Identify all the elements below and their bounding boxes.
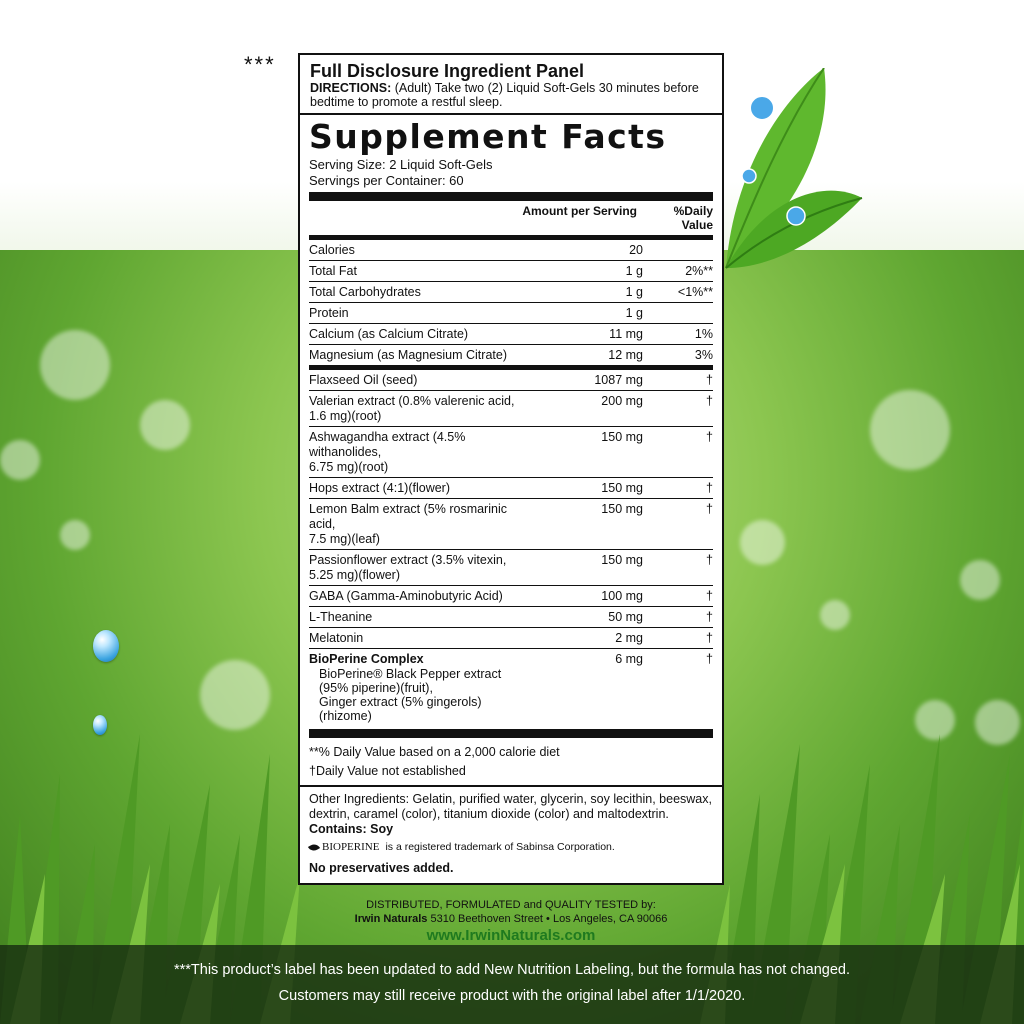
ingredient-amount: 200 mg — [601, 394, 643, 408]
supplement-facts — [300, 117, 722, 738]
table-row — [309, 606, 713, 627]
facts-title: Supplement Facts — [309, 117, 667, 156]
ingredient-list — [309, 370, 713, 729]
servings-per-container: Servings per Container: 60 — [309, 173, 464, 188]
ingredient-dv: † — [706, 610, 713, 624]
column-headers — [309, 201, 713, 235]
ingredient-name: Flaxseed Oil (seed) — [309, 373, 418, 387]
nutrient-name: Total Carbohydrates — [309, 285, 421, 299]
bokeh-light — [870, 390, 950, 470]
table-row — [309, 477, 713, 498]
bokeh-light — [140, 400, 190, 450]
nutrient-amount: 1 g — [625, 264, 643, 278]
table-row — [309, 323, 713, 344]
ingredient-panel — [298, 53, 724, 944]
ingredient-amount: 150 mg — [601, 481, 643, 495]
ingredient-name: Hops extract (4:1)(flower) — [309, 481, 451, 495]
ingredient-amount: 1087 mg — [594, 373, 643, 387]
footer-line2: Customers may still receive product with the original label after 1/1/2020. — [278, 988, 746, 1004]
ingredient-amount: 150 mg — [601, 553, 643, 567]
directions-label: DIRECTIONS: — [310, 81, 392, 95]
bokeh-light — [820, 600, 850, 630]
serving-size: Serving Size: 2 Liquid Soft-Gels — [309, 157, 493, 172]
nutrient-dv — [653, 243, 713, 258]
ingredient-amount: 150 mg — [601, 502, 643, 516]
asterisk-marker: *** — [244, 52, 276, 77]
nutrient-dv: 2%** — [685, 264, 713, 278]
table-row — [309, 648, 713, 729]
table-row — [309, 302, 713, 323]
ingredient-name: GABA (Gamma-Aminobutyric Acid) — [309, 589, 503, 603]
nutrient-list — [309, 240, 713, 365]
table-row — [309, 281, 713, 302]
ingredient-dv: † — [706, 553, 713, 567]
footnote-daily-value: **% Daily Value based on a 2,000 calorie diet — [309, 745, 560, 759]
nutrient-name: Magnesium (as Magnesium Citrate) — [309, 348, 507, 362]
ingredient-amount: 100 mg — [601, 589, 643, 603]
table-row — [309, 426, 713, 477]
address-text: 5310 Beethoven Street • Los Angeles, CA 90066 — [427, 913, 668, 925]
contains-text: Contains: Soy — [309, 822, 394, 836]
nutrient-dv — [653, 306, 713, 321]
col-amount-header: Amount per Serving — [522, 204, 637, 218]
ingredient-name-line2: 7.5 mg)(leaf) — [309, 532, 380, 546]
ingredient-name-line1: Ashwagandha extract (4.5% withanolides, — [309, 430, 466, 459]
nutrient-amount: 1 g — [625, 285, 643, 299]
nutrient-name: Total Fat — [309, 264, 357, 278]
table-row — [309, 240, 713, 260]
ingredient-name-line2: 6.75 mg)(root) — [309, 460, 389, 474]
distributor-address — [309, 912, 713, 926]
ingredient-name: Valerian extract (0.8% valerenic acid, 1.6 mg)(root) — [309, 394, 515, 423]
table-row — [309, 344, 713, 365]
distributor-info — [309, 898, 713, 926]
table-row — [309, 549, 713, 585]
table-row — [309, 627, 713, 648]
table-row — [309, 370, 713, 390]
bioperine-logo-text: BIOPERINE — [322, 841, 380, 853]
ingredient-dv: † — [706, 430, 713, 444]
trademark-text: is a registered trademark of Sabinsa Corporation. — [385, 841, 615, 853]
ingredient-dv: † — [706, 373, 713, 387]
directions — [310, 81, 712, 109]
table-row — [309, 585, 713, 606]
other-ingredients: Other Ingredients: Gelatin, purified water, glycerin, soy lecithin, beeswax, dextrin, caramel (color), titanium dioxide (color) and maltodextrin. — [309, 792, 712, 821]
bokeh-light — [40, 330, 110, 400]
contains-allergen — [309, 822, 713, 837]
brand-name: Irwin Naturals — [354, 913, 428, 925]
bioperine-complex-name: BioPerine Complex — [309, 652, 424, 666]
panel-header — [300, 55, 722, 115]
ingredient-amount: 150 mg — [601, 430, 643, 444]
divider-thick — [309, 192, 713, 201]
ingredient-dv: † — [706, 394, 713, 408]
footer-notice — [0, 945, 1024, 1024]
website-url: www.IrwinNaturals.com — [426, 927, 596, 944]
nutrient-amount: 11 mg — [609, 327, 643, 341]
distributor-line: DISTRIBUTED, FORMULATED and QUALITY TESTED by: — [366, 899, 656, 911]
footnote-not-established: †Daily Value not established — [309, 764, 466, 778]
ingredient-dv: † — [706, 631, 713, 645]
nutrient-dv: 1% — [694, 327, 713, 341]
directions-text: (Adult) Take two (2) Liquid Soft-Gels 30 minutes before bedtime to promote a restful sleep. — [310, 81, 699, 109]
nutrient-name: Calories — [309, 243, 355, 257]
leaves-decoration — [724, 68, 864, 278]
footer-line1: ***This product’s label has been updated to add New Nutrition Labeling, but the formula has not changed. — [173, 962, 851, 978]
ingredient-amount: 6 mg — [615, 652, 643, 666]
dew-drop — [93, 630, 119, 662]
bokeh-light — [960, 560, 1000, 600]
bokeh-light — [740, 520, 785, 565]
ingredient-amount: 50 mg — [608, 610, 643, 624]
nutrient-amount: 12 mg — [608, 348, 643, 362]
divider-thick — [309, 729, 713, 738]
ingredient-name: Melatonin — [309, 631, 364, 645]
bokeh-light — [0, 440, 40, 480]
bioperine-sub-line2: Ginger extract (5% gingerols)(rhizome) — [319, 695, 482, 723]
bioperine-sub-line1: BioPerine® Black Pepper extract (95% piperine)(fruit), — [319, 667, 502, 695]
panel-title: Full Disclosure Ingredient Panel — [310, 61, 585, 81]
ingredient-name — [309, 430, 533, 475]
table-row — [309, 260, 713, 281]
trademark-notice — [309, 840, 713, 855]
ingredient-dv: † — [706, 652, 713, 666]
nutrient-name: Protein — [309, 306, 349, 320]
nutrient-amount: 20 — [629, 243, 643, 257]
col-dv-header: %Daily Value — [673, 204, 713, 232]
ingredient-name: L-Theanine — [309, 610, 373, 624]
nutrient-dv: <1%** — [677, 285, 713, 299]
nutrient-name: Calcium (as Calcium Citrate) — [309, 327, 469, 341]
other-info — [300, 787, 722, 943]
table-row — [309, 390, 713, 426]
bokeh-light — [60, 520, 90, 550]
leaf-icon — [308, 842, 320, 853]
ingredient-amount: 2 mg — [615, 631, 643, 645]
dew-drop — [93, 715, 107, 735]
nutrient-amount: 1 g — [625, 306, 643, 320]
footnotes — [300, 738, 722, 787]
ingredient-dv: † — [706, 589, 713, 603]
ingredient-name — [309, 652, 533, 723]
ingredient-dv: † — [706, 502, 713, 516]
ingredient-dv: † — [706, 481, 713, 495]
no-preservatives: No preservatives added. — [309, 861, 454, 875]
nutrient-dv: 3% — [694, 348, 713, 362]
ingredient-name — [309, 502, 533, 547]
table-row — [309, 498, 713, 549]
ingredient-name: Passionflower extract (3.5% vitexin, 5.25 mg)(flower) — [309, 553, 507, 582]
ingredient-name-line1: Lemon Balm extract (5% rosmarinic acid, — [309, 502, 507, 531]
